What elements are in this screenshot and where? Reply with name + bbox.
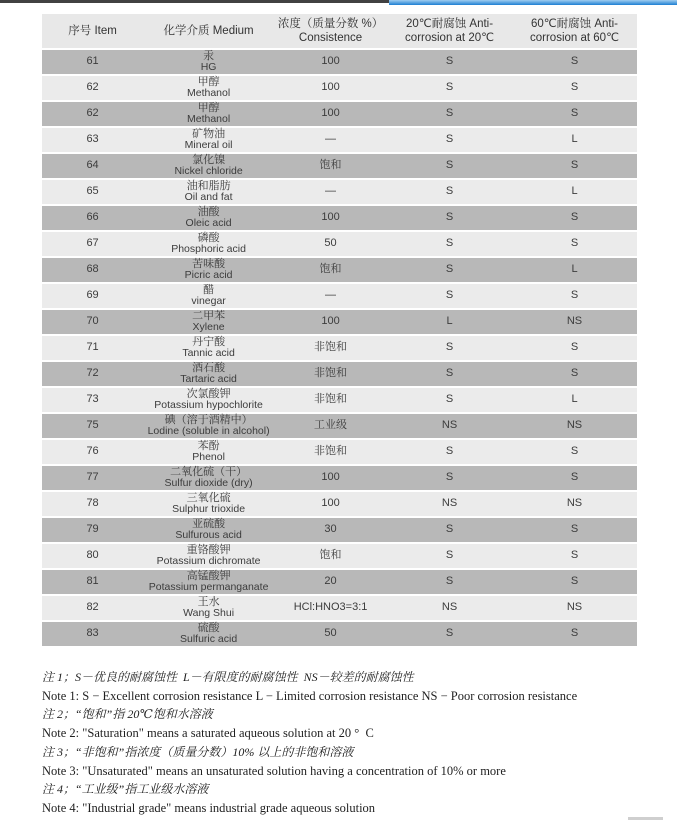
header-anti20 xyxy=(387,14,512,48)
page-top-border-blue xyxy=(389,0,677,5)
cell-medium xyxy=(143,414,274,438)
cell-medium-zh: 甲醇 xyxy=(197,76,220,89)
note-line: 注 3；“非饱和”指浓度（质量分数）10% 以上的非饱和溶液 xyxy=(42,744,354,759)
note-line: Note 4: "Industrial grade" means industrial grade aqueous solution xyxy=(42,800,376,815)
cell-consistence: 饱和 xyxy=(274,154,387,178)
table-row xyxy=(42,622,637,646)
cell-anti60: S xyxy=(512,440,637,464)
note-line: Note 2: "Saturation" means a saturated aqueous solution at 20 ° C xyxy=(42,726,374,741)
cell-item: 79 xyxy=(42,518,143,542)
header-anti60-line1: 60℃耐腐蚀 Anti- xyxy=(530,18,619,30)
cell-consistence: — xyxy=(274,128,387,152)
cell-anti20: S xyxy=(387,50,512,74)
cell-consistence: 非饱和 xyxy=(274,362,387,386)
cell-anti60: S xyxy=(512,76,637,100)
cell-consistence: HCl:HNO3=3:1 xyxy=(274,596,387,620)
cell-item: 64 xyxy=(42,154,143,178)
cell-medium-zh: 苯酚 xyxy=(197,440,220,453)
note-line: Note 3: "Unsaturated" means an unsaturated solution having a concentration of 10% or more xyxy=(42,763,506,778)
cell-anti60: S xyxy=(512,206,637,230)
cell-consistence: 100 xyxy=(274,310,387,334)
cell-anti20: NS xyxy=(387,492,512,516)
cell-medium-zh: 醋 xyxy=(203,284,215,297)
cell-item: 73 xyxy=(42,388,143,412)
cell-item: 72 xyxy=(42,362,143,386)
table-row xyxy=(42,128,637,152)
cell-medium xyxy=(143,232,274,256)
cell-anti60: S xyxy=(512,518,637,542)
cell-medium xyxy=(143,258,274,282)
header-consistence-line1: 浓度（质量分数 %） xyxy=(277,18,384,30)
cell-medium xyxy=(143,310,274,334)
cell-medium-en: Sulfuric acid xyxy=(179,633,238,646)
cell-medium-zh: 氯化镍 xyxy=(192,154,226,167)
cell-item: 61 xyxy=(42,50,143,74)
table-row xyxy=(42,284,637,308)
cell-medium-en: Sulphur trioxide xyxy=(172,503,246,516)
table-row xyxy=(42,76,637,100)
cell-anti20: S xyxy=(387,102,512,126)
cell-item: 71 xyxy=(42,336,143,360)
corrosion-table-wrap xyxy=(42,12,637,648)
cell-consistence: 非饱和 xyxy=(274,440,387,464)
cell-anti60: S xyxy=(512,154,637,178)
cell-medium-en: Potassium dichromate xyxy=(156,555,261,568)
table-row xyxy=(42,518,637,542)
cell-medium xyxy=(143,570,274,594)
cell-medium-zh: 丹宁酸 xyxy=(192,336,226,349)
cell-medium xyxy=(143,76,274,100)
cell-anti20: S xyxy=(387,232,512,256)
header-anti60-line2: corrosion at 60℃ xyxy=(530,32,619,44)
cell-item: 81 xyxy=(42,570,143,594)
table-row xyxy=(42,258,637,282)
cell-item: 67 xyxy=(42,232,143,256)
cell-medium-zh: 高锰酸钾 xyxy=(186,570,231,583)
cell-item: 62 xyxy=(42,76,143,100)
cell-medium-en: Lodine (soluble in alcohol) xyxy=(147,425,270,438)
table-row xyxy=(42,570,637,594)
cell-anti60: L xyxy=(512,180,637,204)
cell-anti20: S xyxy=(387,206,512,230)
cell-anti20: L xyxy=(387,310,512,334)
header-medium xyxy=(143,14,274,48)
cell-anti20: S xyxy=(387,336,512,360)
table-row xyxy=(42,362,637,386)
cell-anti60: S xyxy=(512,544,637,568)
cell-medium-en: HG xyxy=(200,61,217,74)
cell-item: 62 xyxy=(42,102,143,126)
cell-medium-zh: 油酸 xyxy=(197,206,220,219)
cell-medium xyxy=(143,388,274,412)
cell-anti60: S xyxy=(512,50,637,74)
header-anti60 xyxy=(512,14,637,48)
cell-anti20: NS xyxy=(387,414,512,438)
cell-item: 80 xyxy=(42,544,143,568)
corrosion-table xyxy=(42,12,637,648)
cell-medium-en: Sulfurous acid xyxy=(175,529,242,542)
cell-consistence: 100 xyxy=(274,206,387,230)
cell-medium-en: Tannic acid xyxy=(182,347,235,360)
cell-medium-en: Picric acid xyxy=(184,269,233,282)
cell-anti20: S xyxy=(387,466,512,490)
cell-medium-en: Potassium permanganate xyxy=(148,581,269,594)
cell-anti60: NS xyxy=(512,310,637,334)
cell-medium xyxy=(143,284,274,308)
cell-medium-zh: 酒石酸 xyxy=(192,362,226,375)
cell-medium xyxy=(143,102,274,126)
cell-consistence: — xyxy=(274,284,387,308)
cell-consistence: 饱和 xyxy=(274,258,387,282)
table-row xyxy=(42,544,637,568)
cell-medium-en: Phosphoric acid xyxy=(171,243,246,256)
cell-medium-zh: 汞 xyxy=(203,50,215,63)
header-anti20-line2: corrosion at 20℃ xyxy=(405,32,495,44)
table-row xyxy=(42,232,637,256)
table-body xyxy=(42,50,637,646)
header-item-line1: 序号 Item xyxy=(68,25,117,37)
cell-anti60: S xyxy=(512,232,637,256)
cell-medium-zh: 硫酸 xyxy=(197,622,220,635)
cell-item: 69 xyxy=(42,284,143,308)
cell-medium-en: Xylene xyxy=(192,321,225,334)
cell-item: 83 xyxy=(42,622,143,646)
cell-medium-en: Methanol xyxy=(186,87,231,100)
cell-anti20: S xyxy=(387,362,512,386)
cell-anti60: S xyxy=(512,466,637,490)
cell-consistence: 50 xyxy=(274,232,387,256)
cell-medium-en: Tartaric acid xyxy=(180,373,237,386)
cell-anti60: NS xyxy=(512,492,637,516)
header-medium-line1: 化学介质 Medium xyxy=(163,25,254,37)
cell-item: 66 xyxy=(42,206,143,230)
cell-anti20: S xyxy=(387,128,512,152)
cell-item: 78 xyxy=(42,492,143,516)
table-row xyxy=(42,180,637,204)
cell-medium-en: Wang Shui xyxy=(183,607,235,620)
cell-anti60: L xyxy=(512,388,637,412)
note-line: 注 2；“饱和”指 20℃饱和水溶液 xyxy=(42,707,213,722)
cell-medium-en: Methanol xyxy=(186,113,231,126)
cell-anti60: L xyxy=(512,128,637,152)
cell-medium xyxy=(143,154,274,178)
header-consistence-line2: Consistence xyxy=(298,32,363,44)
cell-consistence: 非饱和 xyxy=(274,388,387,412)
cell-item: 75 xyxy=(42,414,143,438)
cell-anti20: S xyxy=(387,544,512,568)
cell-consistence: 100 xyxy=(274,50,387,74)
cell-medium-en: Sulfur dioxide (dry) xyxy=(164,477,253,490)
cell-medium-en: Phenol xyxy=(192,451,225,464)
cell-consistence: — xyxy=(274,180,387,204)
cell-anti20: S xyxy=(387,76,512,100)
cell-medium xyxy=(143,336,274,360)
cell-anti60: S xyxy=(512,102,637,126)
cell-medium-en: vinegar xyxy=(191,295,226,308)
header-consistence xyxy=(274,14,387,48)
cell-medium xyxy=(143,128,274,152)
cell-medium-zh: 三氧化硫 xyxy=(186,492,231,505)
cell-item: 68 xyxy=(42,258,143,282)
table-row xyxy=(42,440,637,464)
cell-medium-zh: 亚硫酸 xyxy=(192,518,226,531)
table-row xyxy=(42,102,637,126)
cell-medium-zh: 王水 xyxy=(197,596,220,609)
cell-item: 65 xyxy=(42,180,143,204)
cell-anti20: S xyxy=(387,570,512,594)
cell-consistence: 100 xyxy=(274,492,387,516)
cell-medium xyxy=(143,440,274,464)
cell-medium-zh: 二甲苯 xyxy=(192,310,226,323)
table-row xyxy=(42,466,637,490)
cell-anti60: NS xyxy=(512,596,637,620)
cell-consistence: 50 xyxy=(274,622,387,646)
cell-anti60: S xyxy=(512,362,637,386)
cell-anti60: L xyxy=(512,258,637,282)
cell-anti60: NS xyxy=(512,414,637,438)
cell-anti60: S xyxy=(512,570,637,594)
cell-medium xyxy=(143,50,274,74)
cell-anti60: S xyxy=(512,622,637,646)
cell-item: 63 xyxy=(42,128,143,152)
cell-medium xyxy=(143,466,274,490)
cell-medium-zh: 苦味酸 xyxy=(192,258,226,271)
cell-medium xyxy=(143,596,274,620)
cell-anti20: S xyxy=(387,622,512,646)
cell-medium xyxy=(143,180,274,204)
table-header xyxy=(42,14,637,48)
cell-medium-en: Oil and fat xyxy=(184,191,233,204)
table-row xyxy=(42,50,637,74)
table-row xyxy=(42,310,637,334)
cell-medium-zh: 次氯酸钾 xyxy=(186,388,231,401)
cell-anti20: NS xyxy=(387,596,512,620)
notes xyxy=(42,668,648,818)
table-row xyxy=(42,206,637,230)
cell-medium-zh: 磷酸 xyxy=(197,232,220,245)
cell-consistence: 工业级 xyxy=(274,414,387,438)
table-row xyxy=(42,414,637,438)
cell-medium xyxy=(143,518,274,542)
cell-medium-en: Mineral oil xyxy=(184,139,233,152)
table-row xyxy=(42,154,637,178)
table-row xyxy=(42,336,637,360)
cell-medium xyxy=(143,544,274,568)
note-line: 注 1；S－优良的耐腐蚀性 L－有限度的耐腐蚀性 NS－较差的耐腐蚀性 xyxy=(42,670,414,684)
table-row xyxy=(42,492,637,516)
cell-consistence: 100 xyxy=(274,466,387,490)
table-row xyxy=(42,388,637,412)
cell-medium-en: Potassium hypochlorite xyxy=(154,399,263,412)
cell-anti20: S xyxy=(387,258,512,282)
cell-anti20: S xyxy=(387,284,512,308)
cell-consistence: 100 xyxy=(274,102,387,126)
cell-anti20: S xyxy=(387,440,512,464)
cell-anti20: S xyxy=(387,518,512,542)
cell-medium xyxy=(143,362,274,386)
cell-item: 77 xyxy=(42,466,143,490)
cell-consistence: 100 xyxy=(274,76,387,100)
cell-item: 70 xyxy=(42,310,143,334)
cell-medium-en: Nickel chloride xyxy=(174,165,243,178)
cell-medium xyxy=(143,622,274,646)
header-item xyxy=(42,14,143,48)
cell-medium xyxy=(143,206,274,230)
cell-anti20: S xyxy=(387,154,512,178)
page-top-border-dark xyxy=(0,0,389,3)
cell-consistence: 饱和 xyxy=(274,544,387,568)
cell-medium-en: Oleic acid xyxy=(185,217,232,230)
cell-anti60: S xyxy=(512,284,637,308)
cell-medium-zh: 碘（溶于酒精中） xyxy=(164,414,253,427)
cell-anti20: S xyxy=(387,180,512,204)
cell-medium-zh: 甲醇 xyxy=(197,102,220,115)
note-line: Note 1: S − Excellent corrosion resistance L − Limited corrosion resistance NS − Poor corrosion resistance xyxy=(42,688,578,703)
cell-anti60: S xyxy=(512,336,637,360)
cell-medium-zh: 油和脂肪 xyxy=(186,180,231,193)
cell-item: 76 xyxy=(42,440,143,464)
cell-item: 82 xyxy=(42,596,143,620)
cell-medium-zh: 重铬酸钾 xyxy=(186,544,231,557)
cell-medium xyxy=(143,492,274,516)
cell-medium-zh: 矿物油 xyxy=(192,128,226,141)
table-row xyxy=(42,596,637,620)
header-row xyxy=(42,14,637,48)
cell-consistence: 30 xyxy=(274,518,387,542)
note-line: 注 4；“工业级”指工业级水溶液 xyxy=(42,782,209,797)
cell-medium-zh: 二氧化硫（干） xyxy=(170,466,248,479)
cell-anti20: S xyxy=(387,388,512,412)
cell-consistence: 非饱和 xyxy=(274,336,387,360)
cell-consistence: 20 xyxy=(274,570,387,594)
header-anti20-line1: 20℃耐腐蚀 Anti- xyxy=(406,18,494,30)
bottom-right-mark xyxy=(628,817,663,820)
